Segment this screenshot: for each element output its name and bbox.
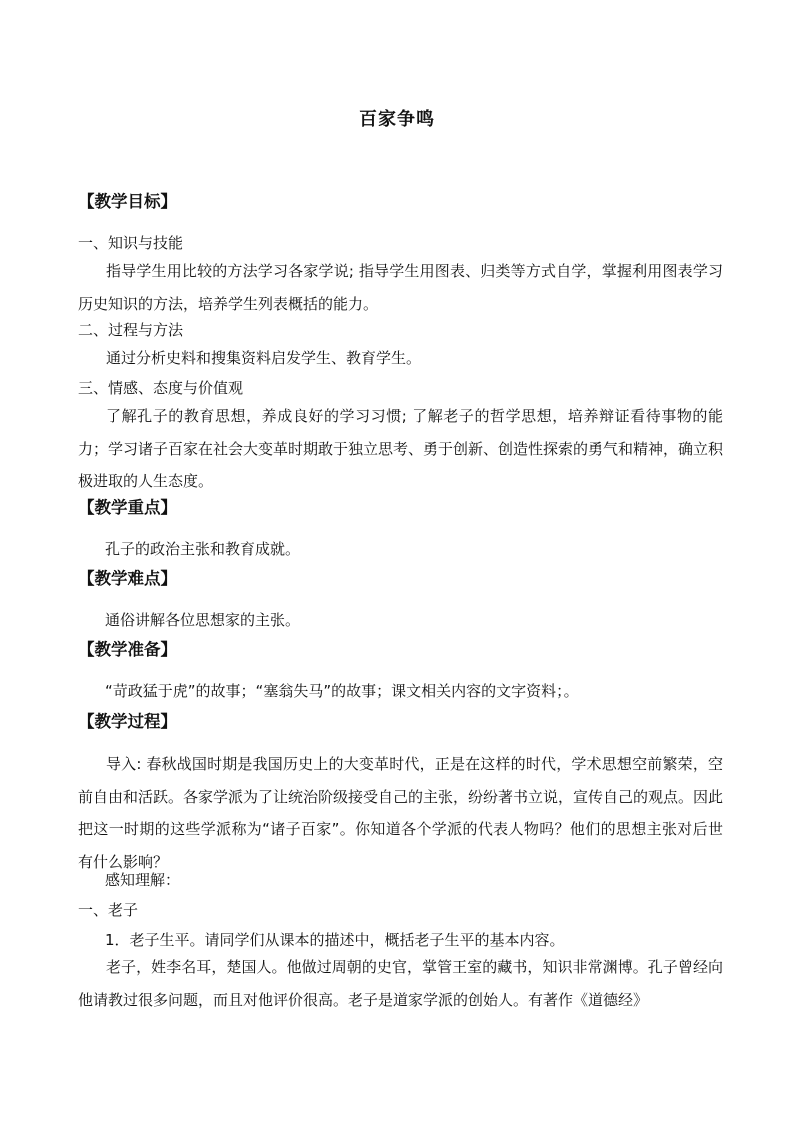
process-intro-text: 导入: 春秋战国时期是我国历史上的大变革时代，正是在这样的时代，学术思想空前繁荣，空前自由和活跃。各家学派为了让统治阶级接受自己的主张，纷纷著书立说，宣传自己的观点。因此把这一时期的这些学派称为“诸子百家”。你知道各个学派的代表人物吗？他们的思想主张对后世有什么影响？ <box>78 755 724 871</box>
objectives-heading: 【教学目标】 <box>78 192 177 211</box>
page-title: 百家争鸣 <box>359 109 435 130</box>
preparation-text: “苛政猛于虎”的故事；“塞翁失马”的故事；课文相关内容的文字资料；。 <box>105 682 579 700</box>
difficulties-heading: 【教学难点】 <box>78 569 177 588</box>
preparation-heading: 【教学准备】 <box>78 640 177 659</box>
laozi-title: 一、老子 <box>78 901 139 919</box>
process-heading: 【教学过程】 <box>78 712 177 731</box>
process-methods-text: 通过分析史料和搜集资料启发学生、教育学生。 <box>106 349 422 367</box>
attitude-values-text: 了解孔子的教育思想，养成良好的学习习惯; 了解老子的哲学思想，培养辩证看待事物的能力；学习诸子百家在社会大变革时期敢于独立思考、勇于创新、创造性探索的勇气和精神，确立积极进取的人生态度。 <box>78 407 724 490</box>
laozi-item-1: 1．老子生平。请同学们从课本的描述中，概括老子生平的基本内容。 <box>105 931 565 949</box>
process-methods-title: 二、过程与方法 <box>78 321 184 339</box>
knowledge-skills-text: 指导学生用比较的方法学习各家学说; 指导学生用图表、归类等方式自学，掌握利用图表学习历史知识的方法，培养学生列表概括的能力。 <box>78 262 723 313</box>
laozi-bio-text: 老子，姓李名耳，楚国人。他做过周朝的史官，掌管王室的藏书，知识非常渊博。孔子曾经向他请教过很多问题，而且对他评价很高。老子是道家学派的创始人。有著作《道德经》 <box>78 958 723 1009</box>
key-points-heading: 【教学重点】 <box>78 498 177 517</box>
attitude-values-title: 三、情感、态度与价值观 <box>78 379 244 397</box>
key-points-text: 孔子的政治主张和教育成就。 <box>105 540 301 558</box>
knowledge-skills-title: 一、知识与技能 <box>78 234 184 252</box>
difficulties-text: 通俗讲解各位思想家的主张。 <box>105 611 301 629</box>
perception-label: 感知理解： <box>105 871 181 889</box>
